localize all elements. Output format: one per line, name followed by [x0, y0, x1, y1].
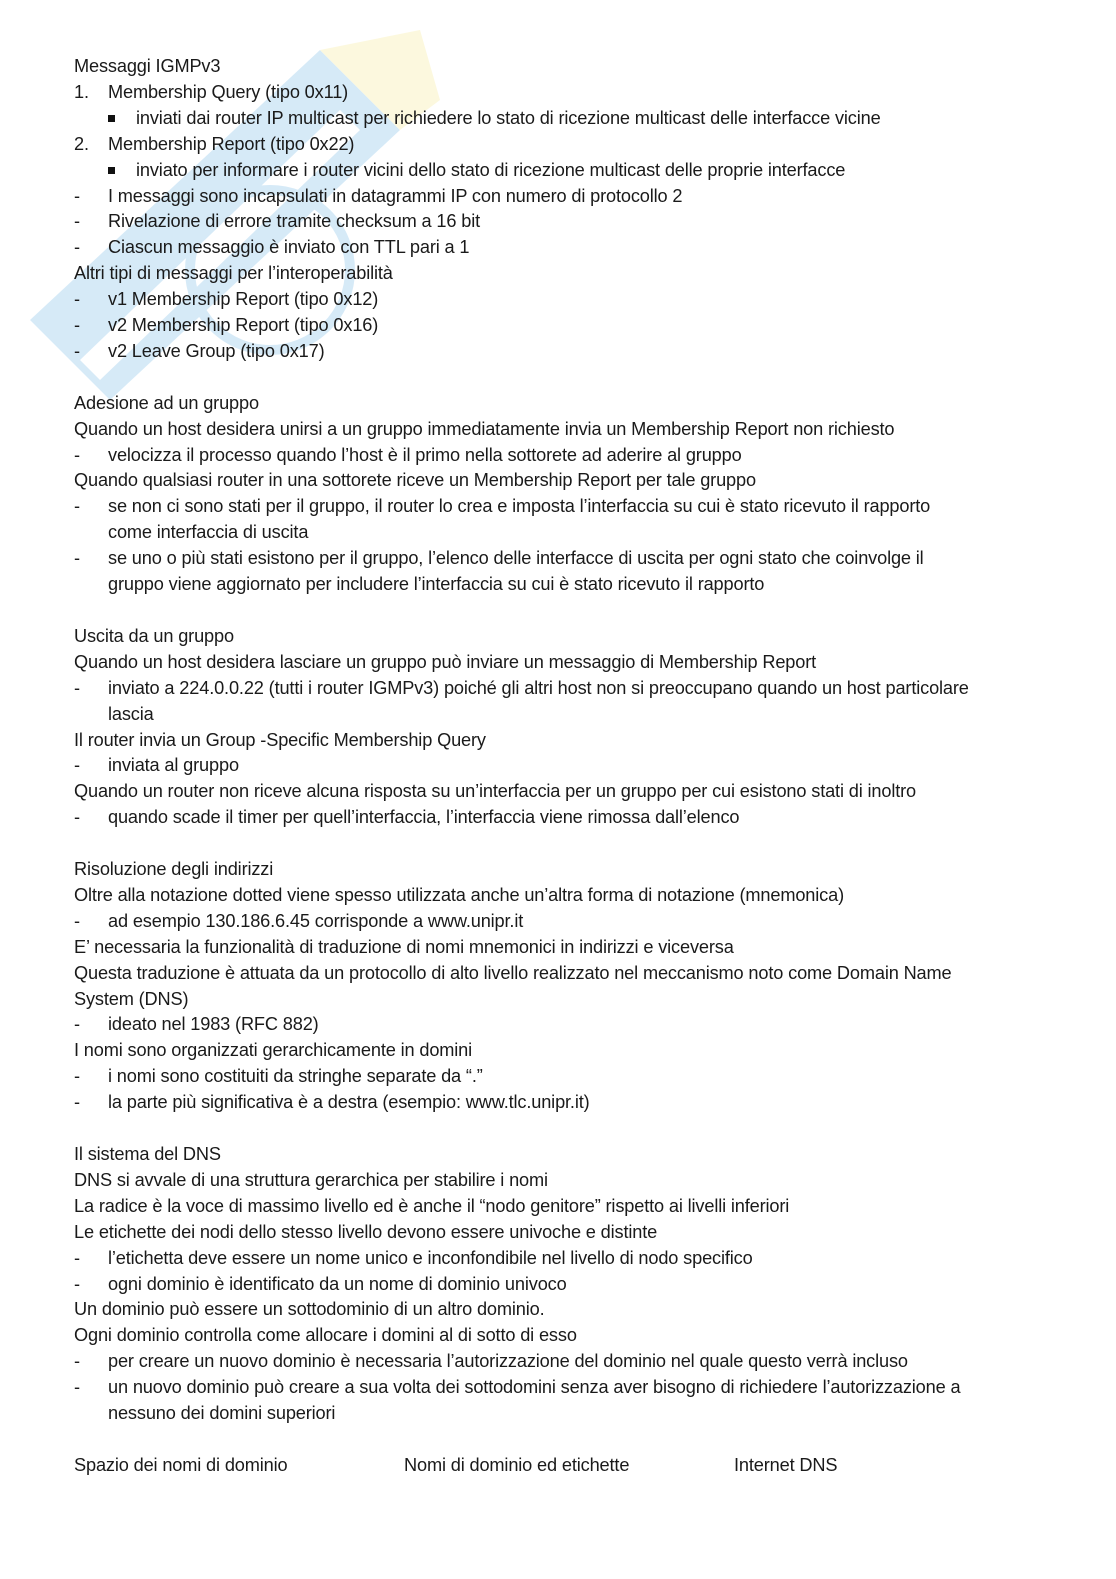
dash-item [74, 209, 1059, 235]
line-text: ad esempio 130.186.6.45 corrisponde a www.unipr.it [108, 910, 524, 931]
dash-marker: - [74, 1066, 80, 1087]
footer-heading: Spazio dei nomi di dominio [74, 1454, 288, 1475]
footer-headings [74, 1453, 1059, 1479]
dash-marker: - [74, 1092, 80, 1113]
paragraph-line [74, 728, 1059, 754]
section-heading [74, 54, 1059, 80]
line-text: se non ci sono stati per il gruppo, il router lo crea e imposta l’interfaccia su cui è stato ricevuto il rapporto [108, 496, 931, 517]
line-text: per creare un nuovo dominio è necessaria l’autorizzazione del dominio nel quale questo verrà incluso [108, 1351, 908, 1372]
section-heading [74, 624, 1059, 650]
document-page [74, 54, 1059, 1479]
line-text: inviato per informare i router vicini dello stato di ricezione multicast delle proprie interfacce [136, 159, 846, 180]
line-text: DNS si avvale di una struttura gerarchica per stabilire i nomi [74, 1169, 548, 1190]
line-text: Il router invia un Group -Specific Membership Query [74, 729, 486, 750]
paragraph-line [74, 261, 1059, 287]
section-gap [74, 1427, 1059, 1453]
dash-item [74, 339, 1059, 365]
square-bullet-item [74, 106, 1059, 132]
dash-marker: - [74, 185, 80, 206]
dash-marker: - [74, 496, 80, 517]
line-text: Ciascun messaggio è inviato con TTL pari a 1 [108, 237, 470, 258]
paragraph-line [74, 1194, 1059, 1220]
dash-item [74, 313, 1059, 339]
paragraph-line [74, 417, 1059, 443]
section [74, 857, 1059, 1116]
dash-marker: - [74, 910, 80, 931]
section-gap [74, 365, 1059, 391]
section [74, 624, 1059, 831]
dash-item [74, 909, 1059, 935]
line-text: inviata al gruppo [108, 755, 239, 776]
dash-item [74, 235, 1059, 261]
line-text: un nuovo dominio può creare a sua volta dei sottodomini senza aver bisogno di richiedere l’autorizzazione a [108, 1377, 961, 1398]
dash-item [74, 1064, 1059, 1090]
line-text: Un dominio può essere un sottodominio di un altro dominio. [74, 1299, 545, 1320]
line-text: Messaggi IGMPv3 [74, 56, 221, 76]
dash-item [74, 1272, 1059, 1298]
line-text: Altri tipi di messaggi per l’interoperabilità [74, 263, 393, 284]
continuation-line [74, 572, 1059, 598]
number-marker: 2. [74, 133, 89, 154]
line-text: System (DNS) [74, 988, 189, 1009]
section [74, 391, 1059, 598]
paragraph-line [74, 935, 1059, 961]
dash-item [74, 676, 1059, 702]
dash-marker: - [74, 237, 80, 258]
dash-item [74, 287, 1059, 313]
number-marker: 1. [74, 81, 89, 102]
section [74, 1142, 1059, 1427]
dash-marker: - [74, 1247, 80, 1268]
continuation-line [74, 520, 1059, 546]
dash-marker: - [74, 807, 80, 828]
dash-item [74, 1012, 1059, 1038]
dash-item [74, 1090, 1059, 1116]
dash-marker: - [74, 1273, 80, 1294]
line-text: I nomi sono organizzati gerarchicamente in domini [74, 1040, 473, 1061]
paragraph-line [74, 987, 1059, 1013]
dash-item [74, 443, 1059, 469]
continuation-line [74, 702, 1059, 728]
paragraph-line [74, 1168, 1059, 1194]
dash-marker: - [74, 315, 80, 336]
line-text: ogni dominio è identificato da un nome di dominio univoco [108, 1273, 567, 1294]
dash-marker: - [74, 755, 80, 776]
dash-item [74, 753, 1059, 779]
square-bullet-icon [74, 158, 136, 184]
line-text: Membership Report (tipo 0x22) [108, 133, 355, 154]
dash-item [74, 1349, 1059, 1375]
square-bullet-icon [74, 106, 136, 132]
line-text: I messaggi sono incapsulati in datagrammi IP con numero di protocollo 2 [108, 185, 683, 206]
line-text: inviati dai router IP multicast per richiedere lo stato di ricezione multicast delle interfacce vicine [136, 107, 881, 128]
line-text: Ogni dominio controlla come allocare i domini al di sotto di esso [74, 1325, 577, 1346]
line-text: quando scade il timer per quell’interfaccia, l’interfaccia viene rimossa dall’elenco [108, 807, 740, 828]
dash-marker: - [74, 444, 80, 465]
line-text: Quando un router non riceve alcuna risposta su un’interfaccia per un gruppo per cui esistono stati di inoltro [74, 781, 916, 802]
paragraph-line [74, 468, 1059, 494]
dash-marker: - [74, 1014, 80, 1035]
dash-marker: - [74, 211, 80, 232]
line-text: Questa traduzione è attuata da un protocollo di alto livello realizzato nel meccanismo noto come Domain Name [74, 962, 952, 983]
continuation-line [74, 1401, 1059, 1427]
line-text: la parte più significativa è a destra (esempio: www.tlc.unipr.it) [108, 1092, 590, 1113]
paragraph-line [74, 1038, 1059, 1064]
line-text: nessuno dei domini superiori [108, 1403, 336, 1424]
line-text: v2 Leave Group (tipo 0x17) [108, 340, 325, 361]
line-text: gruppo viene aggiornato per includere l’interfaccia su cui è stato ricevuto il rapporto [108, 574, 765, 595]
dash-item [74, 1246, 1059, 1272]
line-text: i nomi sono costituiti da stringhe separate da “.” [108, 1066, 483, 1087]
dash-item [74, 546, 1059, 572]
paragraph-line [74, 883, 1059, 909]
paragraph-line [74, 1323, 1059, 1349]
footer-heading: Internet DNS [734, 1454, 838, 1475]
paragraph-line [74, 961, 1059, 987]
line-text: ideato nel 1983 (RFC 882) [108, 1014, 319, 1035]
line-text: inviato a 224.0.0.22 (tutti i router IGMPv3) poiché gli altri host non si preoccupano quando un host particolare [108, 677, 969, 698]
dash-marker: - [74, 289, 80, 310]
line-text: v1 Membership Report (tipo 0x12) [108, 289, 379, 310]
section-heading [74, 857, 1059, 883]
line-text: La radice è la voce di massimo livello ed è anche il “nodo genitore” rispetto ai livelli inferiori [74, 1195, 790, 1216]
line-text: lascia [108, 703, 154, 724]
line-text: v2 Membership Report (tipo 0x16) [108, 315, 379, 336]
dash-item [74, 494, 1059, 520]
line-text: se uno o più stati esistono per il gruppo, l’elenco delle interfacce di uscita per ogni stato che coinvolge il [108, 548, 924, 569]
section [74, 54, 1059, 365]
paragraph-line [74, 779, 1059, 805]
section-gap [74, 1116, 1059, 1142]
line-text: Rivelazione di errore tramite checksum a 16 bit [108, 211, 481, 232]
line-text: E’ necessaria la funzionalità di traduzione di nomi mnemonici in indirizzi e viceversa [74, 936, 734, 957]
numbered-item [74, 132, 1059, 158]
line-text: velocizza il processo quando l’host è il primo nella sottorete ad aderire al gruppo [108, 444, 742, 465]
line-text: Membership Query (tipo 0x11) [108, 81, 349, 102]
dash-marker: - [74, 1351, 80, 1372]
section-heading [74, 391, 1059, 417]
line-text: Le etichette dei nodi dello stesso livello devono essere univoche e distinte [74, 1221, 658, 1242]
dash-marker: - [74, 677, 80, 698]
dash-marker: - [74, 548, 80, 569]
line-text: Quando un host desidera unirsi a un gruppo immediatamente invia un Membership Report non richiesto [74, 418, 895, 439]
line-text: Oltre alla notazione dotted viene spesso utilizzata anche un’altra forma di notazione (mnemonica) [74, 884, 844, 905]
dash-item [74, 184, 1059, 210]
square-bullet-item [74, 158, 1059, 184]
line-text: Quando un host desidera lasciare un gruppo può inviare un messaggio di Membership Report [74, 651, 817, 672]
dash-item [74, 805, 1059, 831]
line-text: Il sistema del DNS [74, 1144, 221, 1164]
dash-marker: - [74, 340, 80, 361]
section-heading [74, 1142, 1059, 1168]
line-text: Quando qualsiasi router in una sottorete riceve un Membership Report per tale gruppo [74, 470, 756, 491]
line-text: Adesione ad un gruppo [74, 392, 259, 413]
line-text: Uscita da un gruppo [74, 625, 234, 646]
dash-marker: - [74, 1377, 80, 1398]
line-text: l’etichetta deve essere un nome unico e inconfondibile nel livello di nodo specifico [108, 1247, 753, 1268]
dash-item [74, 1375, 1059, 1401]
section-gap [74, 598, 1059, 624]
paragraph-line [74, 1220, 1059, 1246]
numbered-item [74, 80, 1059, 106]
section-gap [74, 831, 1059, 857]
paragraph-line [74, 1297, 1059, 1323]
footer-heading: Nomi di dominio ed etichette [404, 1454, 630, 1475]
line-text: Risoluzione degli indirizzi [74, 859, 274, 880]
paragraph-line [74, 650, 1059, 676]
line-text: come interfaccia di uscita [108, 522, 309, 543]
